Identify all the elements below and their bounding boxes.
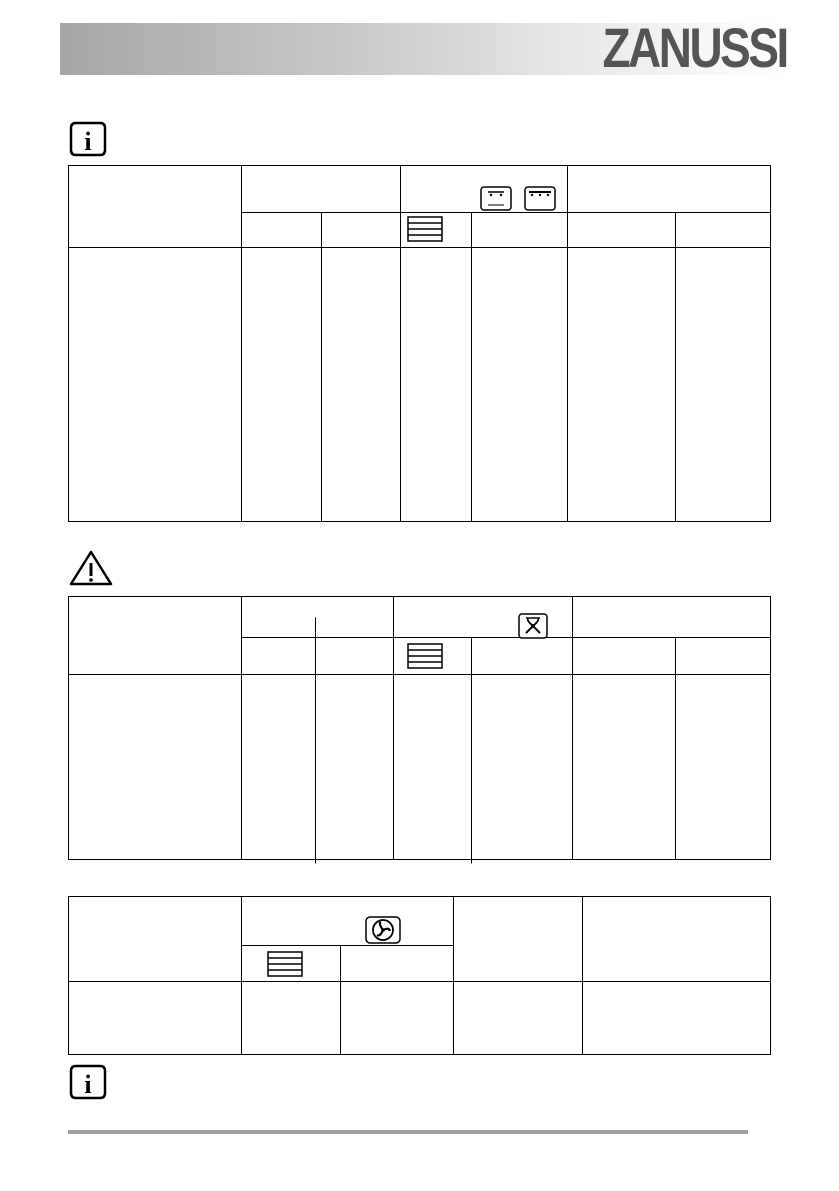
svg-text:i: i [84, 1070, 92, 1099]
shelf-levels-icon [267, 951, 303, 977]
svg-text:i: i [84, 127, 92, 156]
footer-rule [68, 1130, 748, 1134]
brand-logo: ZANUSSI [602, 16, 787, 79]
info-icon [68, 1063, 108, 1101]
fan-circle-icon [365, 916, 401, 944]
